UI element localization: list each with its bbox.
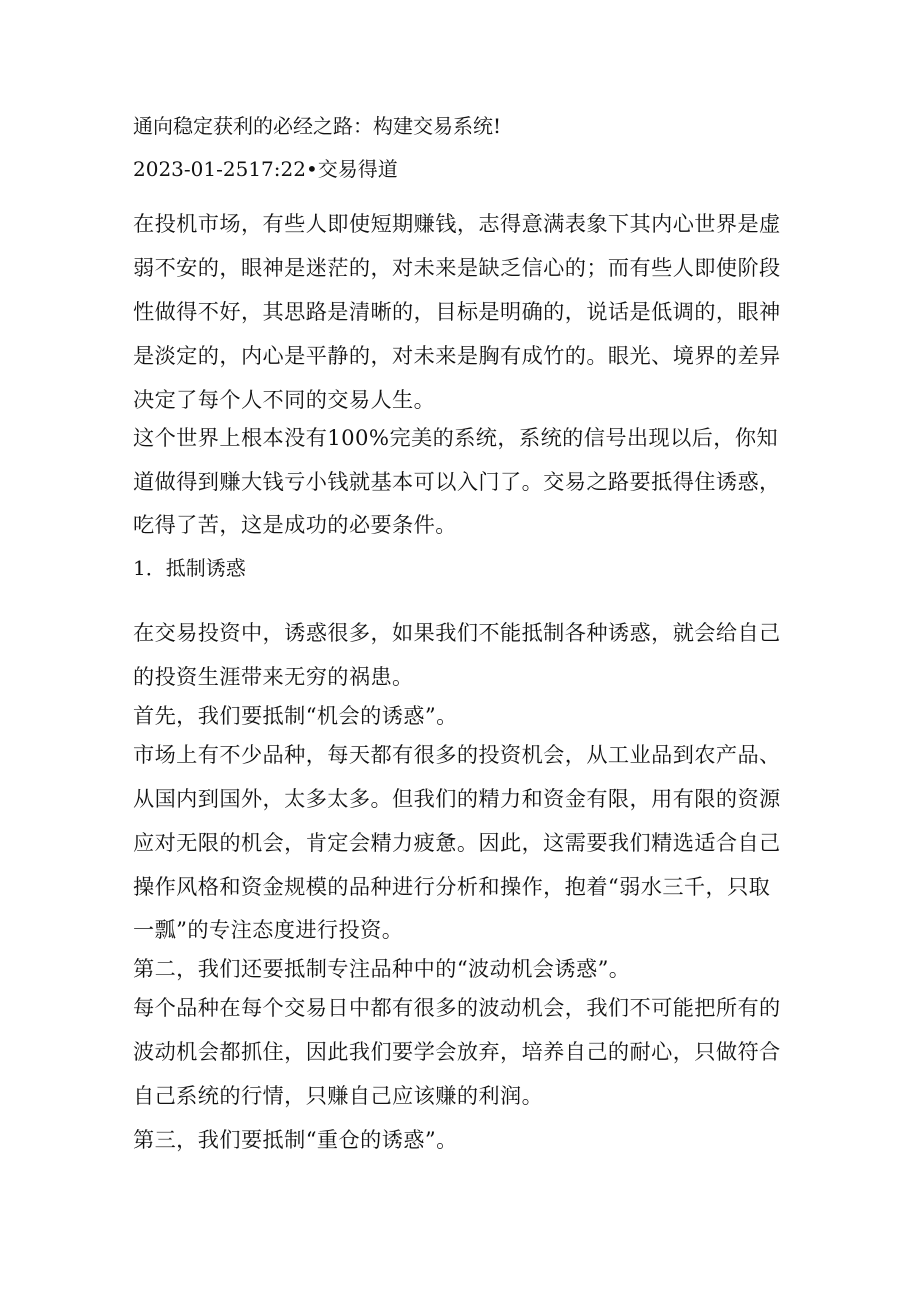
- section-line: 市场上有不少品种，每天都有很多的投资机会，从工业品到农产品、: [133, 742, 781, 767]
- intro-line: 弱不安的，眼神是迷茫的，对未来是缺乏信心的；而有些人即使阶段: [133, 255, 781, 280]
- intro-line: 吃得了苦，这是成功的必要条件。: [133, 512, 457, 537]
- section-line: 在交易投资中，诱惑很多，如果我们不能抵制各种诱惑，就会给自己: [133, 620, 781, 645]
- section-line: 自己系统的行情，只赚自己应该赚的利润。: [133, 1083, 544, 1108]
- section-line: 波动机会都抓住，因此我们要学会放弃，培养自己的耐心，只做符合: [133, 1039, 781, 1064]
- intro-line: 在投机市场，有些人即使短期赚钱，志得意满表象下其内心世界是虚: [133, 211, 781, 236]
- intro-line: 是淡定的，内心是平静的，对未来是胸有成竹的。眼光、境界的差异: [133, 343, 781, 368]
- section-line: 从国内到国外，太多太多。但我们的精力和资金有限，用有限的资源: [133, 786, 781, 811]
- section-line: 第三，我们要抵制“重仓的诱惑”。: [133, 1127, 458, 1152]
- intro-line: 这个世界上根本没有100%完美的系统，系统的信号出现以后，你知: [133, 425, 779, 450]
- section-line: 首先，我们要抵制“机会的诱惑”。: [133, 703, 458, 728]
- section-line: 应对无限的机会，肯定会精力疲惫。因此，这需要我们精选适合自己: [133, 830, 781, 855]
- section-line: 每个品种在每个交易日中都有很多的波动机会，我们不可能把所有的: [133, 995, 781, 1020]
- section-line: 第二，我们还要抵制专注品种中的“波动机会诱惑”。: [133, 956, 631, 981]
- intro-line: 道做得到赚大钱亏小钱就基本可以入门了。交易之路要抵得住诱惑，: [133, 469, 781, 494]
- section-heading: 1．抵制诱惑: [133, 556, 246, 580]
- intro-line: 性做得不好，其思路是清晰的，目标是明确的，说话是低调的，眼神: [133, 299, 781, 324]
- section-line: 一瓢”的专注态度进行投资。: [133, 917, 404, 942]
- section-line: 的投资生涯带来无穷的祸患。: [133, 664, 414, 689]
- intro-line: 决定了每个人不同的交易人生。: [133, 387, 436, 412]
- article-meta: 2023-01-2517:22•交易得道: [133, 157, 398, 181]
- article-title: 通向稳定获利的必经之路：构建交易系统!: [133, 114, 502, 138]
- section-line: 操作风格和资金规模的品种进行分析和操作，抱着“弱水三千，只取: [133, 874, 771, 899]
